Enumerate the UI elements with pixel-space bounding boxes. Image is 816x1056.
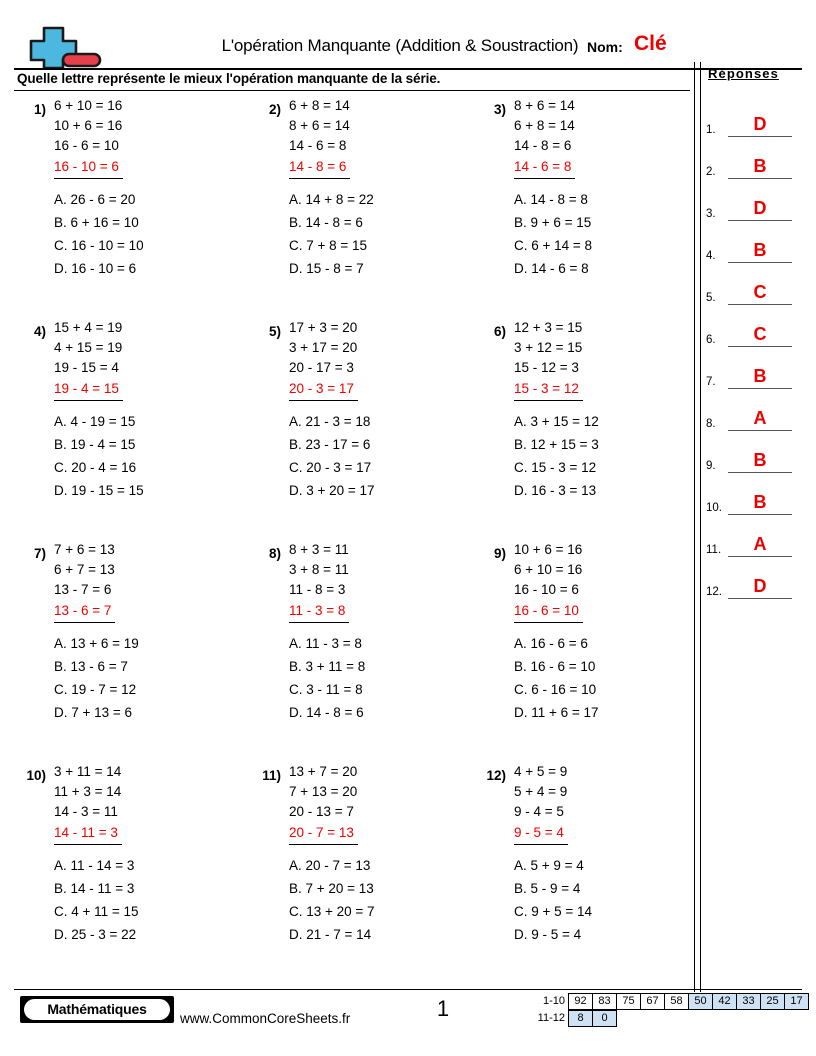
brand-label: Mathématiques (24, 999, 170, 1020)
score-cell: 58 (664, 993, 689, 1010)
score-cell: 75 (616, 993, 641, 1010)
problem-number: 2) (268, 102, 281, 117)
answer-value: B (753, 492, 767, 512)
missing-equation: 15 - 3 = 12 (514, 379, 583, 401)
problem-body (514, 762, 698, 946)
choice-option[interactable]: B. 9 + 6 = 15 (514, 215, 592, 230)
problem-item (16, 540, 238, 724)
series-equation: 3 + 8 = 11 (289, 562, 349, 577)
answers-panel (706, 66, 802, 599)
choice-option[interactable]: C. 7 + 8 = 15 (289, 238, 368, 253)
answer-number: 1. (706, 124, 716, 136)
answer-number: 7. (706, 376, 716, 388)
series-equation: 10 + 6 = 16 (514, 542, 583, 557)
answers-title: Réponses (708, 66, 779, 81)
choice-option[interactable]: D. 16 - 10 = 6 (54, 261, 137, 276)
missing-equation: 16 - 10 = 6 (54, 157, 123, 179)
missing-equation: 14 - 8 = 6 (289, 157, 350, 179)
problem-body (54, 318, 238, 502)
problem-row (14, 762, 690, 984)
problem-row (14, 540, 690, 762)
series-equation: 8 + 6 = 14 (289, 118, 350, 133)
problem-item (476, 762, 698, 946)
choice-option[interactable]: D. 16 - 3 = 13 (514, 483, 597, 498)
score-row-label: 11-12 (537, 1012, 565, 1024)
choice-option[interactable]: C. 16 - 10 = 10 (54, 238, 144, 253)
missing-equation: 11 - 3 = 8 (289, 601, 349, 623)
choice-list (54, 410, 238, 502)
answer-value: B (753, 366, 767, 386)
name-value: Clé (634, 32, 667, 55)
score-cell: 67 (640, 993, 665, 1010)
problem-number: 5) (268, 324, 281, 339)
choice-option[interactable]: A. 11 - 3 = 8 (289, 636, 362, 651)
choice-option[interactable]: D. 11 + 6 = 17 (514, 705, 599, 720)
problem-number: 10) (26, 768, 46, 783)
missing-equation-wrap (289, 156, 473, 179)
problem-number: 3) (493, 102, 506, 117)
answer-row (706, 305, 802, 347)
problem-body (289, 540, 473, 724)
series-equation: 3 + 12 = 15 (514, 340, 583, 355)
series-equation: 20 - 13 = 7 (289, 804, 354, 819)
answer-value: A (753, 408, 767, 428)
missing-equation: 13 - 6 = 7 (54, 601, 115, 623)
problem-number: 7) (33, 546, 46, 561)
answer-row (706, 221, 802, 263)
series-equation: 19 - 15 = 4 (54, 360, 119, 375)
choice-option[interactable]: B. 13 - 6 = 7 (54, 659, 128, 674)
choice-option[interactable]: B. 7 + 20 = 13 (289, 881, 374, 896)
choice-list (289, 410, 473, 502)
choice-option[interactable]: C. 20 - 3 = 17 (289, 460, 372, 475)
problem-row (14, 318, 690, 540)
problem-body (514, 318, 698, 502)
choice-option[interactable]: A. 16 - 6 = 6 (514, 636, 588, 651)
choice-list (289, 854, 473, 946)
series-equation: 7 + 13 = 20 (289, 784, 358, 799)
problem-item (476, 96, 698, 280)
answer-number: 2. (706, 166, 716, 178)
choice-option[interactable]: A. 11 - 14 = 3 (54, 858, 135, 873)
choice-list (54, 854, 238, 946)
choice-option[interactable]: D. 14 - 8 = 6 (289, 705, 364, 720)
missing-equation-wrap (54, 378, 238, 401)
series-equation: 6 + 10 = 16 (54, 98, 123, 113)
problem-item (251, 96, 473, 280)
choice-option[interactable]: C. 15 - 3 = 12 (514, 460, 597, 475)
series-equation: 4 + 5 = 9 (514, 764, 568, 779)
score-row (531, 993, 809, 1010)
answer-value: D (753, 576, 767, 596)
score-cell: 8 (568, 1010, 593, 1027)
score-cell: 17 (784, 993, 809, 1010)
series-equation: 7 + 6 = 13 (54, 542, 115, 557)
score-table (531, 993, 809, 1027)
choice-option[interactable]: B. 14 - 11 = 3 (54, 881, 135, 896)
score-cell: 83 (592, 993, 617, 1010)
choice-list (514, 410, 698, 502)
missing-equation: 14 - 11 = 3 (54, 823, 122, 845)
problem-body (289, 96, 473, 280)
missing-equation-wrap (514, 378, 698, 401)
answer-number: 12. (706, 586, 722, 598)
missing-equation-wrap (514, 600, 698, 623)
choice-option[interactable]: A. 14 - 8 = 8 (514, 192, 588, 207)
page-number: 1 (436, 996, 450, 1021)
answer-row (706, 557, 802, 599)
problem-item (476, 318, 698, 502)
missing-equation: 20 - 3 = 17 (289, 379, 358, 401)
choice-option[interactable]: A. 4 - 19 = 15 (54, 414, 136, 429)
page-title: L'opération Manquante (Addition & Soustraction) (221, 36, 579, 55)
footer-divider (14, 989, 802, 990)
choice-option[interactable]: C. 3 - 11 = 8 (289, 682, 363, 697)
answer-number: 4. (706, 250, 716, 262)
series-equation: 6 + 8 = 14 (514, 118, 575, 133)
choice-option[interactable]: C. 4 + 11 = 15 (54, 904, 139, 919)
score-cell: 50 (688, 993, 713, 1010)
problem-number: 9) (493, 546, 506, 561)
problem-item (476, 540, 698, 724)
series-equation: 15 - 12 = 3 (514, 360, 579, 375)
choice-option[interactable]: B. 16 - 6 = 10 (514, 659, 596, 674)
series-equation: 14 - 8 = 6 (514, 138, 572, 153)
answer-row (706, 515, 802, 557)
problem-item (16, 96, 238, 280)
missing-equation: 19 - 4 = 15 (54, 379, 123, 401)
choice-option[interactable]: C. 6 + 14 = 8 (514, 238, 593, 253)
missing-equation-wrap (54, 600, 238, 623)
choice-option[interactable]: C. 9 + 5 = 14 (514, 904, 593, 919)
choice-option[interactable]: A. 20 - 7 = 13 (289, 858, 371, 873)
series-equation: 8 + 3 = 11 (289, 542, 349, 557)
directions-text: Quelle lettre représente le mieux l'opération manquante de la série. (17, 71, 441, 86)
choice-option[interactable]: A. 5 + 9 = 4 (514, 858, 584, 873)
header-divider (14, 68, 802, 70)
score-cell: 33 (736, 993, 761, 1010)
choice-list (54, 632, 238, 724)
series-equation: 6 + 7 = 13 (54, 562, 115, 577)
series-equation: 6 + 8 = 14 (289, 98, 350, 113)
choice-option[interactable]: A. 3 + 15 = 12 (514, 414, 599, 429)
answer-row (706, 473, 802, 515)
series-equation: 16 - 10 = 6 (514, 582, 579, 597)
series-equation: 5 + 4 = 9 (514, 784, 568, 799)
problem-grid (14, 96, 690, 984)
answer-row (706, 95, 802, 137)
problem-number: 8) (268, 546, 281, 561)
missing-equation-wrap (54, 822, 238, 845)
series-equation: 8 + 6 = 14 (514, 98, 575, 113)
choice-list (514, 854, 698, 946)
series-equation: 3 + 11 = 14 (54, 764, 122, 779)
answer-value: C (753, 282, 767, 302)
missing-equation-wrap (289, 600, 473, 623)
series-equation: 14 - 6 = 8 (289, 138, 347, 153)
score-row-label: 1-10 (542, 995, 565, 1007)
problem-number: 12) (486, 768, 506, 783)
missing-equation: 9 - 5 = 4 (514, 823, 568, 845)
choice-option[interactable]: C. 20 - 4 = 16 (54, 460, 137, 475)
answer-number: 9. (706, 460, 716, 472)
choice-option[interactable]: D. 9 - 5 = 4 (514, 927, 582, 942)
score-cell: 25 (760, 993, 785, 1010)
series-equation: 14 - 3 = 11 (54, 804, 118, 819)
series-equation: 11 + 3 = 14 (54, 784, 122, 799)
answer-row (706, 179, 802, 221)
problem-body (514, 540, 698, 724)
problem-row (14, 96, 690, 318)
choice-list (54, 188, 238, 280)
answer-value: B (753, 156, 767, 176)
missing-equation: 20 - 7 = 13 (289, 823, 358, 845)
name-label: Nom: (587, 39, 623, 55)
series-equation: 11 - 8 = 3 (289, 582, 346, 597)
choice-list (289, 188, 473, 280)
series-equation: 4 + 15 = 19 (54, 340, 123, 355)
choice-option[interactable]: A. 21 - 3 = 18 (289, 414, 371, 429)
answer-number: 11. (706, 544, 722, 556)
choice-option[interactable]: D. 19 - 15 = 15 (54, 483, 144, 498)
choice-option[interactable]: C. 13 + 20 = 7 (289, 904, 375, 919)
choice-option[interactable]: C. 19 - 7 = 12 (54, 682, 137, 697)
problem-body (54, 762, 238, 946)
directions-divider (14, 90, 690, 91)
choice-option[interactable]: D. 25 - 3 = 22 (54, 927, 137, 942)
series-equation: 9 - 4 = 5 (514, 804, 564, 819)
problem-number: 6) (493, 324, 506, 339)
missing-equation-wrap (514, 156, 698, 179)
choice-list (514, 632, 698, 724)
choice-option[interactable]: A. 13 + 6 = 19 (54, 636, 139, 651)
problem-body (514, 96, 698, 280)
missing-equation: 14 - 6 = 8 (514, 157, 575, 179)
answer-number: 8. (706, 418, 716, 430)
series-equation: 10 + 6 = 16 (54, 118, 123, 133)
answer-value: D (753, 114, 767, 134)
answer-row (706, 347, 802, 389)
choice-option[interactable]: B. 6 + 16 = 10 (54, 215, 139, 230)
choice-option[interactable]: B. 3 + 11 = 8 (289, 659, 366, 674)
missing-equation: 16 - 6 = 10 (514, 601, 583, 623)
series-equation: 17 + 3 = 20 (289, 320, 358, 335)
answer-number: 5. (706, 292, 716, 304)
choice-option[interactable]: B. 14 - 8 = 6 (289, 215, 363, 230)
score-row (531, 1010, 809, 1027)
problem-item (251, 762, 473, 946)
choice-option[interactable]: B. 23 - 17 = 6 (289, 437, 371, 452)
choice-option[interactable]: A. 26 - 6 = 20 (54, 192, 136, 207)
problem-body (54, 96, 238, 280)
series-equation: 13 + 7 = 20 (289, 764, 358, 779)
choice-list (514, 188, 698, 280)
choice-option[interactable]: D. 15 - 8 = 7 (289, 261, 364, 276)
answer-number: 6. (706, 334, 716, 346)
answer-number: 10. (706, 502, 722, 514)
answer-number: 3. (706, 208, 716, 220)
choice-list (289, 632, 473, 724)
choice-option[interactable]: D. 21 - 7 = 14 (289, 927, 372, 942)
problem-body (54, 540, 238, 724)
choice-option[interactable]: D. 7 + 13 = 6 (54, 705, 133, 720)
series-equation: 20 - 17 = 3 (289, 360, 354, 375)
choice-option[interactable]: D. 14 - 6 = 8 (514, 261, 589, 276)
answer-row (706, 137, 802, 179)
series-equation: 13 - 7 = 6 (54, 582, 112, 597)
answer-row (706, 431, 802, 473)
missing-equation-wrap (514, 822, 698, 845)
score-cell: 42 (712, 993, 737, 1010)
series-equation: 15 + 4 = 19 (54, 320, 123, 335)
choice-option[interactable]: B. 5 - 9 = 4 (514, 881, 581, 896)
choice-option[interactable]: B. 12 + 15 = 3 (514, 437, 599, 452)
score-cell: 0 (592, 1010, 617, 1027)
choice-option[interactable]: A. 14 + 8 = 22 (289, 192, 374, 207)
problem-item (251, 540, 473, 724)
brand-badge (20, 996, 174, 1023)
missing-equation-wrap (54, 156, 238, 179)
problem-item (16, 762, 238, 946)
missing-equation-wrap (289, 822, 473, 845)
score-cell: 92 (568, 993, 593, 1010)
answer-value: A (753, 534, 767, 554)
plus-minus-icon (18, 24, 110, 70)
series-equation: 3 + 17 = 20 (289, 340, 358, 355)
answer-row (706, 263, 802, 305)
problem-number: 1) (33, 102, 46, 117)
problem-body (289, 318, 473, 502)
problem-item (251, 318, 473, 502)
series-equation: 12 + 3 = 15 (514, 320, 583, 335)
answer-row (706, 389, 802, 431)
website-url: www.CommonCoreSheets.fr (180, 1011, 351, 1026)
answer-value: D (753, 198, 767, 218)
answer-value: B (753, 450, 767, 470)
problem-body (289, 762, 473, 946)
worksheet-header (14, 24, 802, 70)
missing-equation-wrap (289, 378, 473, 401)
answer-value: C (753, 324, 767, 344)
answer-panel-divider-inner (700, 62, 701, 992)
answer-value: B (753, 240, 767, 260)
choice-option[interactable]: C. 6 - 16 = 10 (514, 682, 597, 697)
choice-option[interactable]: D. 3 + 20 = 17 (289, 483, 375, 498)
series-equation: 16 - 6 = 10 (54, 138, 119, 153)
series-equation: 6 + 10 = 16 (514, 562, 583, 577)
problem-item (16, 318, 238, 502)
choice-option[interactable]: B. 19 - 4 = 15 (54, 437, 136, 452)
problem-number: 4) (33, 324, 46, 339)
problem-number: 11) (262, 768, 281, 783)
